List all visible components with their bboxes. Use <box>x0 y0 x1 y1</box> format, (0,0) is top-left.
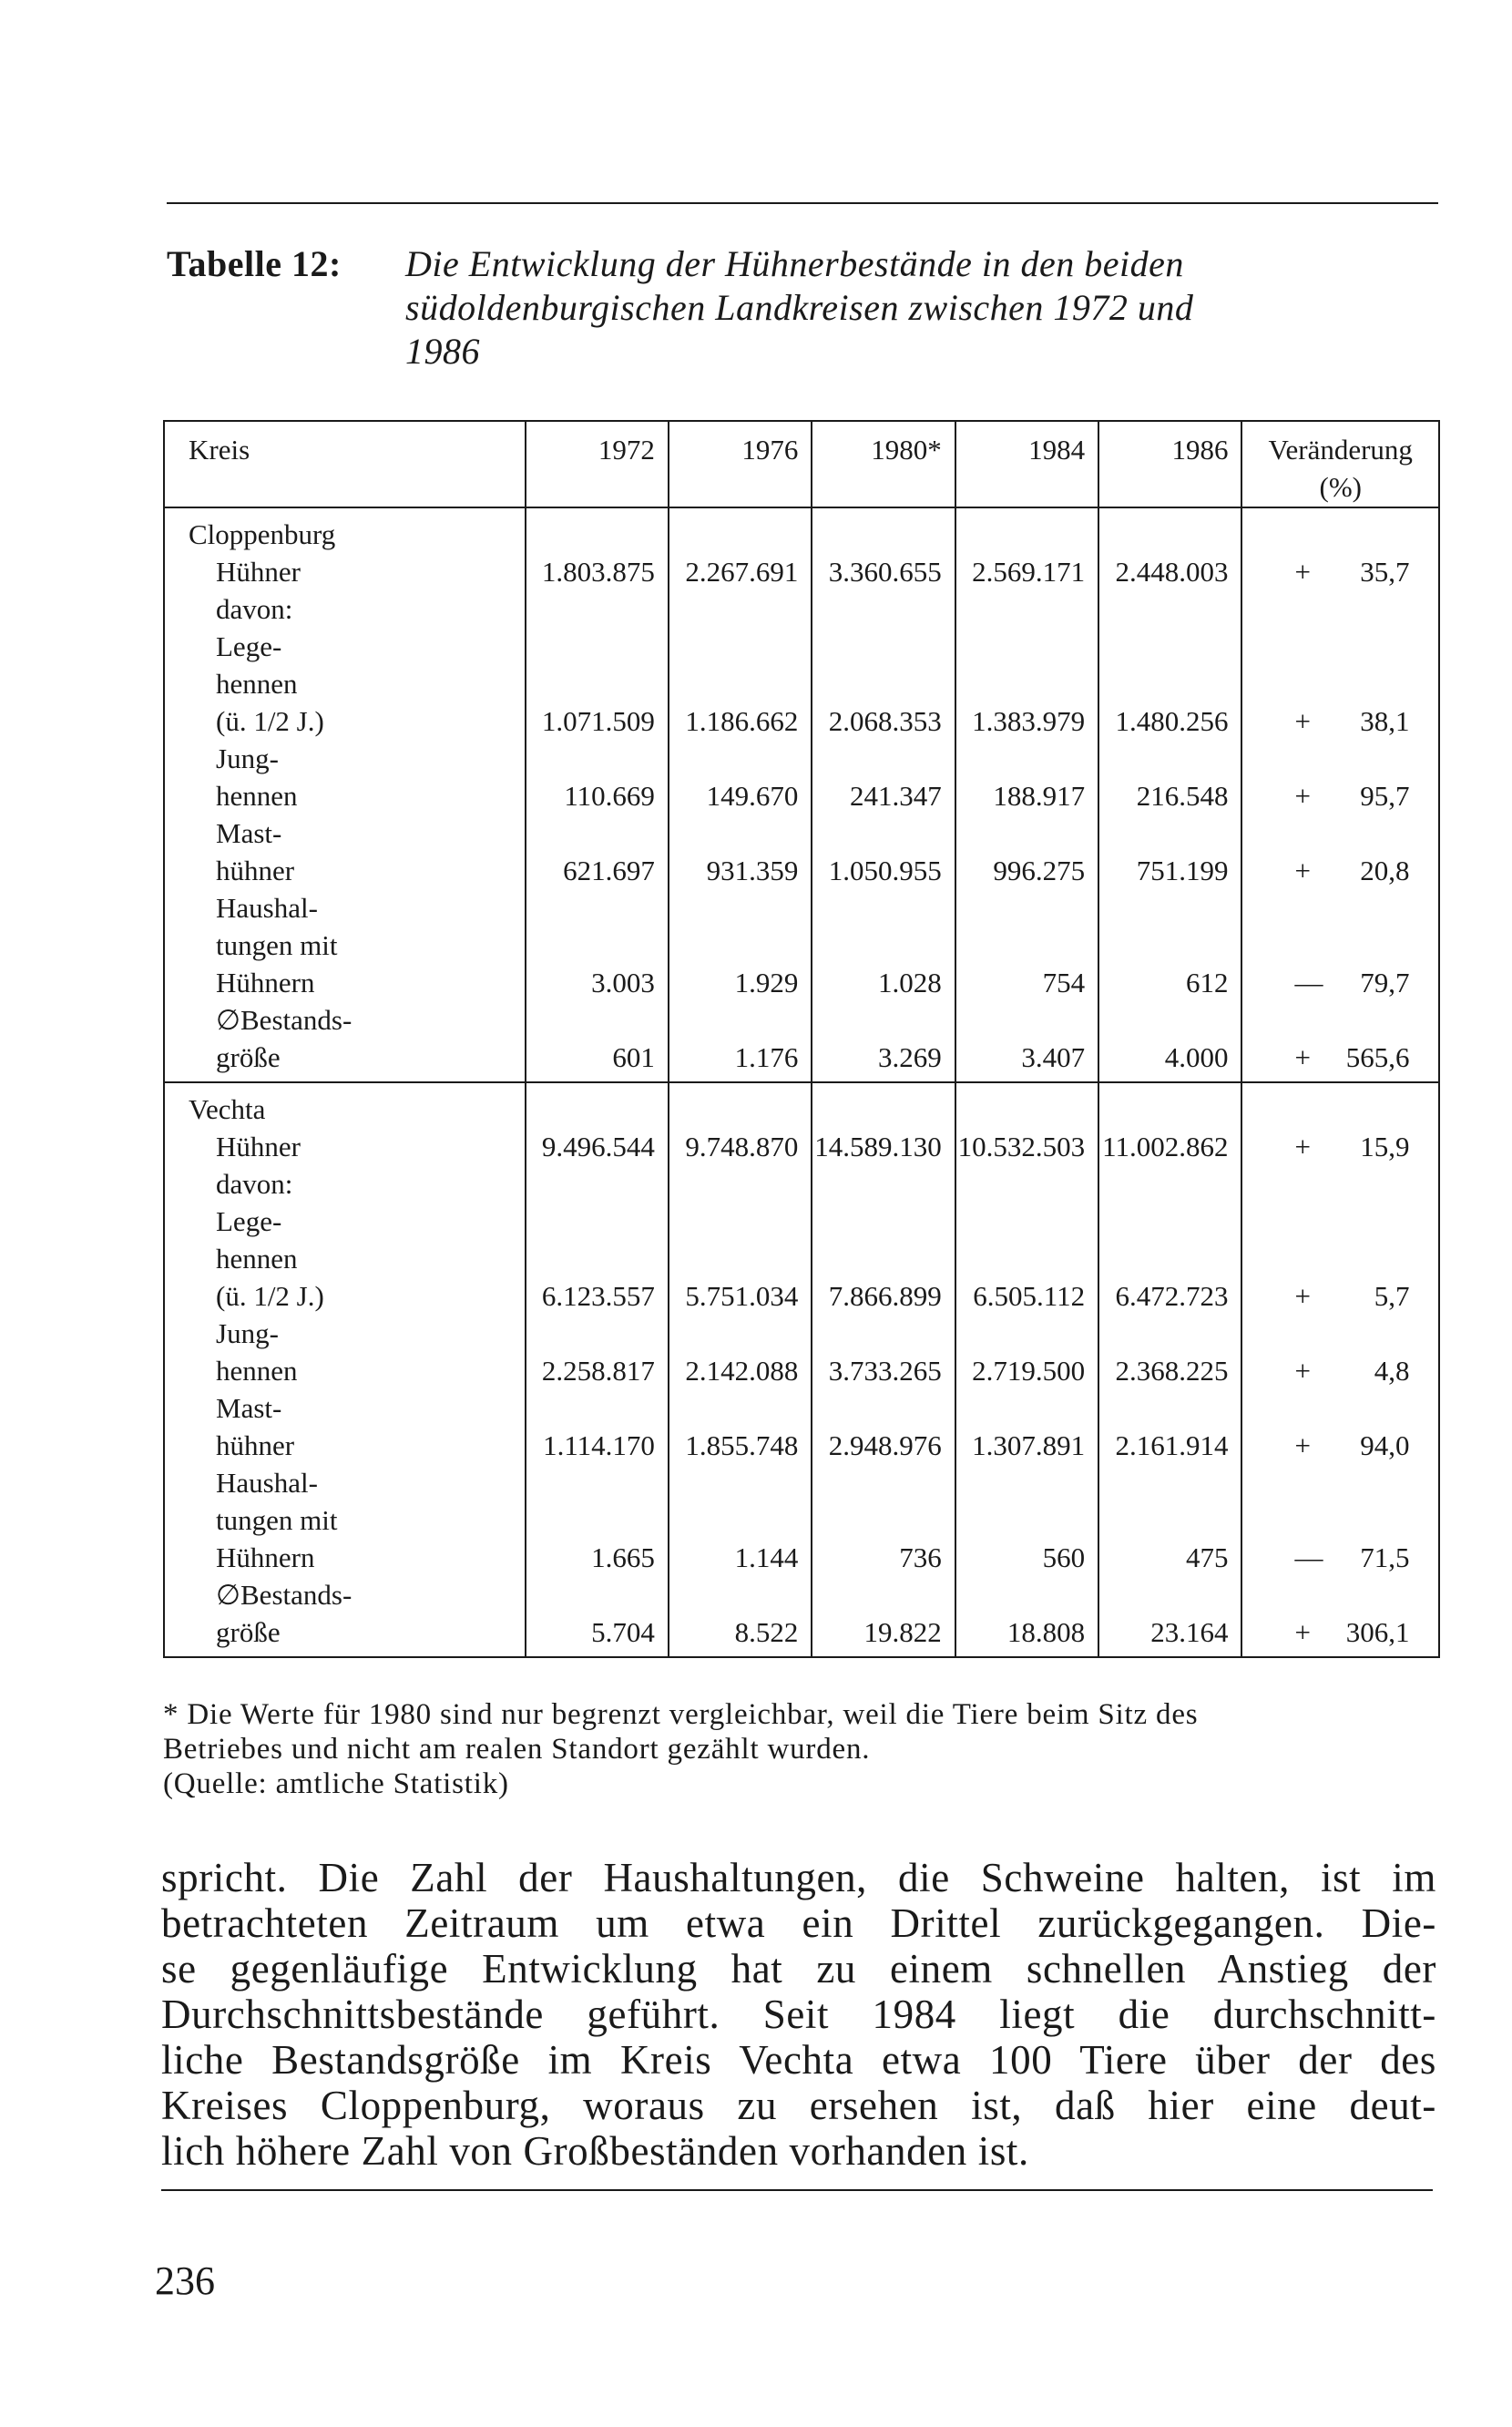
district-name: Vechta <box>189 1093 266 1125</box>
table-caption-title <box>405 242 1444 374</box>
row-label-line: größe <box>216 1616 281 1648</box>
value-cell: 3.407 <box>955 1001 1098 1082</box>
value-cell: 10.532.503 <box>955 1082 1098 1165</box>
body-line: se gegenläufige Entwicklung hat zu einem schnellen Anstieg der <box>161 1946 1436 1992</box>
value-cell: 6.123.557 <box>526 1165 669 1315</box>
change-sign: + <box>1294 780 1311 812</box>
value-cell: 188.917 <box>955 740 1098 814</box>
value-cell: 1.855.748 <box>669 1389 812 1464</box>
row-label-line: tungen mit <box>216 1504 338 1536</box>
caption-line: südoldenburgischen Landkreisen zwischen 1972 und <box>405 287 1194 328</box>
value-cell: 110.669 <box>526 740 669 814</box>
change-value: 4,8 <box>1374 1355 1410 1387</box>
value-cell: 6.472.723 <box>1098 1165 1241 1315</box>
body-line: spricht. Die Zahl der Haushaltungen, die Schweine halten, ist im <box>161 1855 1436 1900</box>
row-label-line: davon: <box>216 593 293 625</box>
value-cell: 1.480.256 <box>1098 590 1241 740</box>
footnote-line: * Die Werte für 1980 sind nur begrenzt vergleichbar, weil die Tiere beim Sitz des <box>163 1698 1199 1731</box>
row-label <box>164 1001 526 1082</box>
table-row <box>164 507 1439 590</box>
value-cell: 2.368.225 <box>1098 1315 1241 1389</box>
footnote-line: (Quelle: amtliche Statistik) <box>163 1767 509 1800</box>
row-label-line: Jung- <box>216 1317 279 1349</box>
value-cell: 11.002.862 <box>1098 1082 1241 1165</box>
change-cell <box>1241 507 1439 590</box>
change-value: 79,7 <box>1360 967 1410 998</box>
row-label-line: hennen <box>216 1243 298 1275</box>
row-label <box>164 507 526 590</box>
change-value: 38,1 <box>1360 705 1410 737</box>
table-row <box>164 1315 1439 1389</box>
top-rule <box>167 202 1438 204</box>
value-cell: 2.719.500 <box>955 1315 1098 1389</box>
change-value: 20,8 <box>1360 855 1410 886</box>
row-label-line: hennen <box>216 668 298 700</box>
body-line: Kreises Cloppenburg, woraus zu ersehen ist, daß hier eine deut- <box>161 2083 1436 2128</box>
change-sign: + <box>1294 1041 1311 1073</box>
change-cell <box>1241 1576 1439 1657</box>
header-year: 1986 <box>1098 421 1241 507</box>
value-cell: 1.307.891 <box>955 1389 1098 1464</box>
row-label <box>164 1315 526 1389</box>
header-change <box>1241 421 1439 507</box>
change-value: 15,9 <box>1360 1131 1410 1162</box>
row-label-line: hennen <box>216 780 298 812</box>
row-label-line: Hühnern <box>216 967 315 998</box>
page-number: 236 <box>155 2258 215 2303</box>
value-cell: 4.000 <box>1098 1001 1241 1082</box>
value-cell: 6.505.112 <box>955 1165 1098 1315</box>
row-label-line: Lege- <box>216 630 282 662</box>
value-cell: 18.808 <box>955 1576 1098 1657</box>
change-value: 95,7 <box>1360 780 1410 812</box>
value-cell: 23.164 <box>1098 1576 1241 1657</box>
table-footnote <box>163 1697 1447 1801</box>
value-cell: 2.068.353 <box>812 590 955 740</box>
change-sign: + <box>1294 556 1311 588</box>
value-cell: 5.751.034 <box>669 1165 812 1315</box>
change-sign: — <box>1294 967 1323 998</box>
change-cell <box>1241 814 1439 889</box>
change-cell <box>1241 889 1439 1001</box>
value-cell: 601 <box>526 1001 669 1082</box>
table-row <box>164 1001 1439 1082</box>
change-sign: — <box>1294 1541 1323 1573</box>
value-cell: 1.176 <box>669 1001 812 1082</box>
change-cell <box>1241 1315 1439 1389</box>
row-label-line: davon: <box>216 1168 293 1200</box>
value-cell: 1.071.509 <box>526 590 669 740</box>
row-label-line: (ü. 1/2 J.) <box>216 1280 324 1312</box>
change-value: 94,0 <box>1360 1429 1410 1461</box>
value-cell: 1.114.170 <box>526 1389 669 1464</box>
row-label-line: größe <box>216 1041 281 1073</box>
value-cell: 2.267.691 <box>669 507 812 590</box>
change-cell <box>1241 1464 1439 1576</box>
row-label <box>164 1576 526 1657</box>
change-value: 5,7 <box>1374 1280 1410 1312</box>
value-cell: 149.670 <box>669 740 812 814</box>
change-sign: + <box>1294 1429 1311 1461</box>
change-sign: + <box>1294 1616 1311 1648</box>
table-row <box>164 814 1439 889</box>
row-label-line: tungen mit <box>216 929 338 961</box>
footnote-line: Betriebes und nicht am realen Standort gezählt wurden. <box>163 1733 871 1766</box>
poultry-statistics-table <box>163 420 1440 1658</box>
change-value: 306,1 <box>1345 1616 1410 1648</box>
row-label <box>164 1082 526 1165</box>
value-cell: 996.275 <box>955 814 1098 889</box>
value-cell: 8.522 <box>669 1576 812 1657</box>
value-cell: 621.697 <box>526 814 669 889</box>
row-label-line: Hühner <box>216 556 301 588</box>
header-year: 1984 <box>955 421 1098 507</box>
table-row <box>164 1464 1439 1576</box>
row-label-line: Jung- <box>216 742 279 774</box>
header-year: 1980* <box>812 421 955 507</box>
value-cell: 475 <box>1098 1464 1241 1576</box>
value-cell: 2.569.171 <box>955 507 1098 590</box>
value-cell: 1.803.875 <box>526 507 669 590</box>
change-value: 35,7 <box>1360 556 1410 588</box>
row-label-line: Mast- <box>216 1392 282 1424</box>
value-cell: 1.028 <box>812 889 955 1001</box>
value-cell: 1.144 <box>669 1464 812 1576</box>
table-header-row <box>164 421 1439 507</box>
value-cell: 2.258.817 <box>526 1315 669 1389</box>
value-cell: 3.733.265 <box>812 1315 955 1389</box>
value-cell: 560 <box>955 1464 1098 1576</box>
table-row <box>164 889 1439 1001</box>
value-cell: 3.360.655 <box>812 507 955 590</box>
value-cell: 7.866.899 <box>812 1165 955 1315</box>
change-sign: + <box>1294 855 1311 886</box>
row-label <box>164 1389 526 1464</box>
value-cell: 14.589.130 <box>812 1082 955 1165</box>
table-caption-label: Tabelle 12: <box>167 243 342 284</box>
row-label-line: ∅Bestands- <box>216 1004 352 1036</box>
change-cell <box>1241 1001 1439 1082</box>
table-row <box>164 1576 1439 1657</box>
header-change-line: Veränderung <box>1268 434 1413 466</box>
value-cell: 5.704 <box>526 1576 669 1657</box>
row-label-line: (ü. 1/2 J.) <box>216 705 324 737</box>
change-cell <box>1241 1165 1439 1315</box>
value-cell: 3.003 <box>526 889 669 1001</box>
change-cell <box>1241 590 1439 740</box>
change-value: 71,5 <box>1360 1541 1410 1573</box>
header-year: 1972 <box>526 421 669 507</box>
body-line: lich höhere Zahl von Großbeständen vorhanden ist. <box>161 2128 1029 2174</box>
change-sign: + <box>1294 1280 1311 1312</box>
header-change-line: (%) <box>1319 471 1362 503</box>
body-line: liche Bestandsgröße im Kreis Vechta etwa 100 Tiere über der des <box>161 2037 1436 2083</box>
row-label-line: hühner <box>216 1429 295 1461</box>
row-label <box>164 590 526 740</box>
row-label <box>164 740 526 814</box>
value-cell: 3.269 <box>812 1001 955 1082</box>
row-label-line: Mast- <box>216 817 282 849</box>
bottom-rule <box>161 2189 1433 2191</box>
row-label-line: hühner <box>216 855 295 886</box>
table-row <box>164 590 1439 740</box>
district-name: Cloppenburg <box>189 518 336 550</box>
row-label <box>164 1165 526 1315</box>
table-row <box>164 740 1439 814</box>
row-label <box>164 889 526 1001</box>
table-row <box>164 1165 1439 1315</box>
body-paragraph <box>161 1855 1436 2174</box>
change-sign: + <box>1294 1355 1311 1387</box>
table-body <box>164 507 1439 1657</box>
value-cell: 1.929 <box>669 889 812 1001</box>
value-cell: 1.050.955 <box>812 814 955 889</box>
value-cell: 2.161.914 <box>1098 1389 1241 1464</box>
value-cell: 9.748.870 <box>669 1082 812 1165</box>
value-cell: 1.665 <box>526 1464 669 1576</box>
value-cell: 754 <box>955 889 1098 1001</box>
header-kreis: Kreis <box>164 421 526 507</box>
caption-line: Die Entwicklung der Hühnerbestände in den beiden <box>405 243 1184 284</box>
row-label-line: hennen <box>216 1355 298 1387</box>
value-cell: 2.948.976 <box>812 1389 955 1464</box>
change-sign: + <box>1294 1131 1311 1162</box>
value-cell: 931.359 <box>669 814 812 889</box>
body-line: betrachteten Zeitraum um etwa ein Drittel zurückgegangen. Die- <box>161 1900 1436 1946</box>
value-cell: 241.347 <box>812 740 955 814</box>
value-cell: 736 <box>812 1464 955 1576</box>
value-cell: 19.822 <box>812 1576 955 1657</box>
body-line: Durchschnittsbestände geführt. Seit 1984 liegt die durchschnitt- <box>161 1992 1436 2037</box>
value-cell: 2.142.088 <box>669 1315 812 1389</box>
row-label-line: Hühnern <box>216 1541 315 1573</box>
value-cell: 751.199 <box>1098 814 1241 889</box>
header-year: 1976 <box>669 421 812 507</box>
row-label-line: Haushal- <box>216 892 318 924</box>
value-cell: 2.448.003 <box>1098 507 1241 590</box>
value-cell: 9.496.544 <box>526 1082 669 1165</box>
row-label <box>164 814 526 889</box>
change-cell <box>1241 740 1439 814</box>
row-label-line: Hühner <box>216 1131 301 1162</box>
table-row <box>164 1082 1439 1165</box>
change-cell <box>1241 1389 1439 1464</box>
change-cell <box>1241 1082 1439 1165</box>
row-label <box>164 1464 526 1576</box>
row-label-line: ∅Bestands- <box>216 1579 352 1611</box>
table-row <box>164 1389 1439 1464</box>
caption-line: 1986 <box>405 331 480 372</box>
row-label-line: Haushal- <box>216 1467 318 1499</box>
value-cell: 1.186.662 <box>669 590 812 740</box>
row-label-line: Lege- <box>216 1205 282 1237</box>
value-cell: 1.383.979 <box>955 590 1098 740</box>
change-value: 565,6 <box>1345 1041 1410 1073</box>
value-cell: 612 <box>1098 889 1241 1001</box>
change-sign: + <box>1294 705 1311 737</box>
value-cell: 216.548 <box>1098 740 1241 814</box>
